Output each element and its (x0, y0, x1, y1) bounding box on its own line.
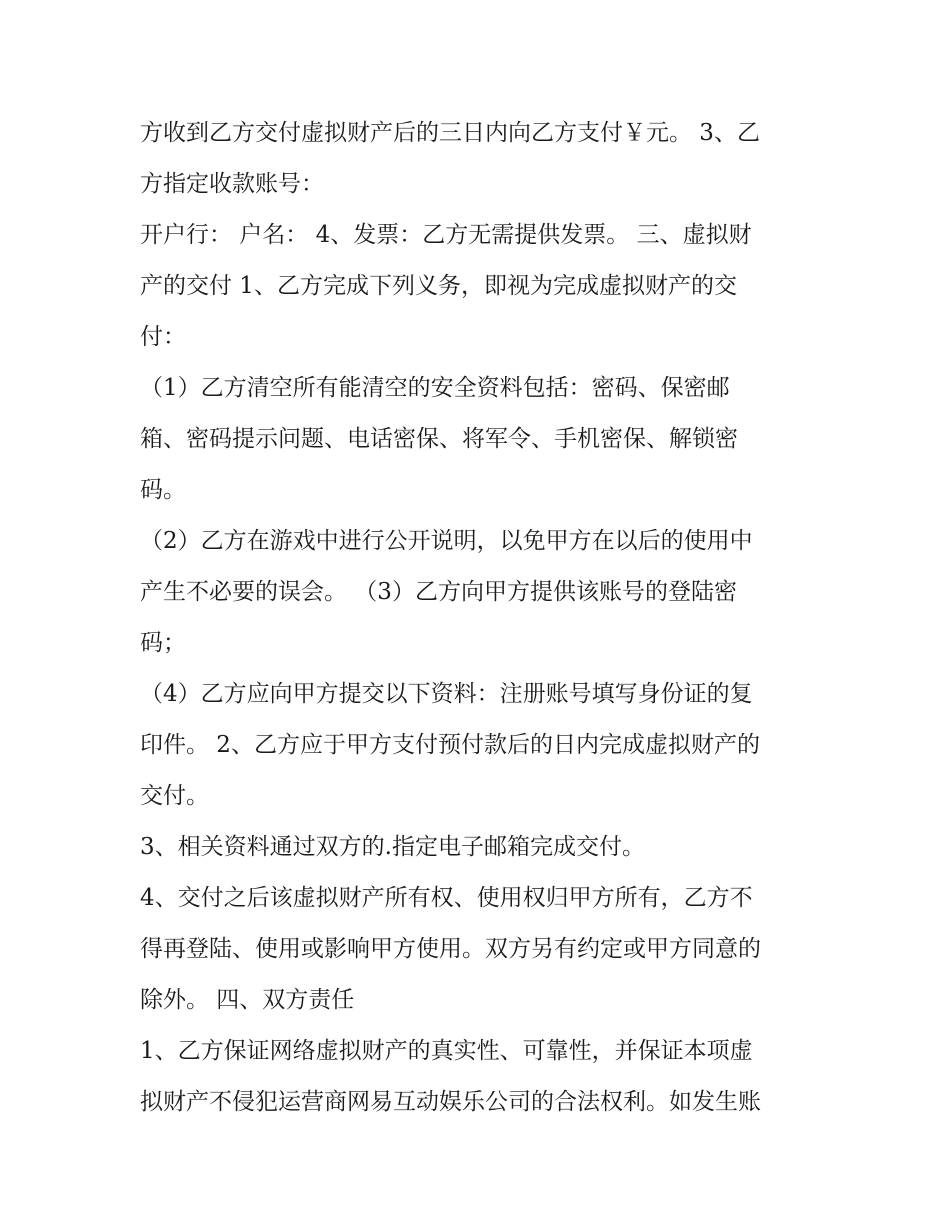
text-line: 1、乙方保证网络虚拟财产的真实性、可靠性，并保证本项虚 (140, 1038, 753, 1064)
text-line: 产的交付 1、乙方完成下列义务，即视为完成虚拟财产的交 (140, 273, 737, 299)
document-body (140, 108, 830, 1128)
text-line: 除外。 四、双方责任 (140, 987, 355, 1013)
text-line: 开户行： 户名： 4、发票：乙方无需提供发票。 三、虚拟财 (140, 222, 752, 248)
text-line: 方指定收款账号： (140, 171, 324, 197)
text-line: 交付。 (140, 783, 209, 809)
text-line: 码。 (140, 477, 186, 503)
text-line: 得再登陆、使用或影响甲方使用。双方另有约定或甲方同意的 (140, 936, 761, 962)
text-line: 印件。 2、乙方应于甲方支付预付款后的日内完成虚拟财产的 (140, 732, 760, 758)
text-line: 3、相关资料通过双方的.指定电子邮箱完成交付。 (140, 834, 645, 860)
text-line: （4）乙方应向甲方提交以下资料：注册账号填写身份证的复 (140, 681, 753, 707)
text-line: 方收到乙方交付虚拟财产后的三日内向乙方支付￥元。 3、乙 (140, 120, 760, 146)
text-line: （2）乙方在游戏中进行公开说明，以免甲方在以后的使用中 (140, 528, 753, 554)
text-line: 付： (140, 324, 186, 350)
text-line: 产生不必要的误会。 （3）乙方向甲方提供该账号的登陆密 (140, 579, 737, 605)
text-line: 码； (140, 630, 186, 656)
text-line: （1）乙方清空所有能清空的安全资料包括：密码、保密邮 (140, 375, 730, 401)
text-line: 箱、密码提示问题、电话密保、将军令、手机密保、解锁密 (140, 426, 738, 452)
text-line: 4、交付之后该虚拟财产所有权、使用权归甲方所有，乙方不 (140, 885, 753, 911)
text-line: 拟财产不侵犯运营商网易互动娱乐公司的合法权利。如发生账 (140, 1089, 761, 1115)
